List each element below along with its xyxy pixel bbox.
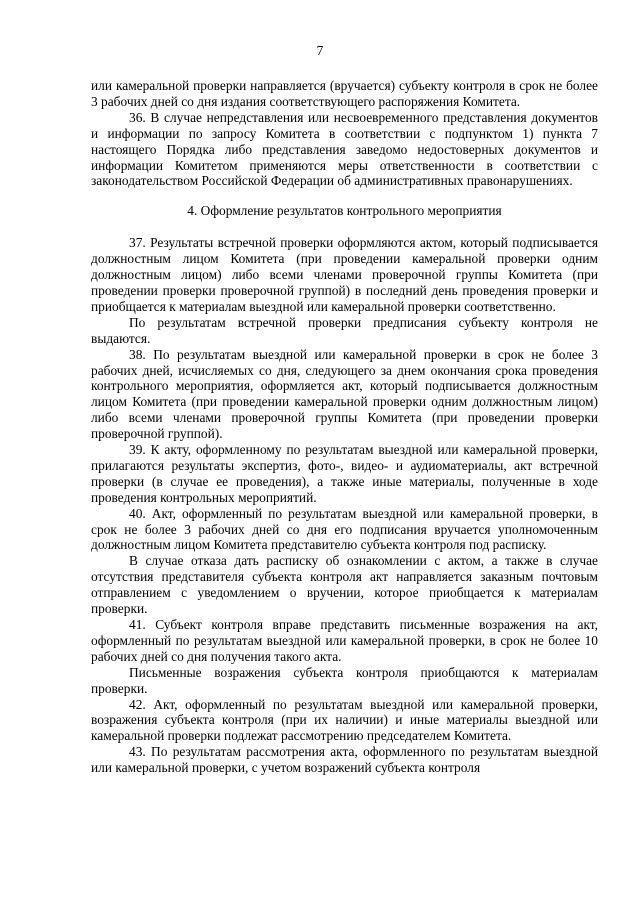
paragraph-43: 43. По результатам рассмотрения акта, оформленного по результатам выездной или камеральной проверки, с учетом возражений субъекта контроля xyxy=(91,744,598,776)
paragraph-41-addendum: Письменные возражения субъекта контроля приобщаются к материалам проверки. xyxy=(91,664,598,696)
paragraph-39: 39. К акту, оформленному по результатам выездной или камеральной проверки, прилагаются результаты экспертиз, фото-, видео- и аудиоматериалы, акт встречной проверки (в случае ее проведения), а также иные материалы, полученные в ходе проведения контрольных мероприятий. xyxy=(91,442,598,505)
section-title: 4. Оформление результатов контрольного мероприятия xyxy=(187,203,502,219)
paragraph-continuation: или камеральной проверки направляется (вручается) субъекту контроля в срок не более 3 рабочих дней со дня издания соответствующего распоряжения Комитета. xyxy=(91,78,598,109)
paragraph-37: 37. Результаты встречной проверки оформляются актом, который подписывается должностным лицом Комитета (при проведении камеральной проверки одним должностным лицом) либо всеми членами проверочной группы Комитета (при проведении проверки проверочной группой) в последний день проведения проверки и приобщается к материалам выездной или камеральной проверки соответственно. xyxy=(91,235,598,314)
paragraph-40: 40. Акт, оформленный по результатам выездной или камеральной проверки, в срок не более 3 рабочих дней со дня его подписания вручается уполномоченным должностным лицом Комитета представителю субъекта контроля под расписку. xyxy=(91,505,598,553)
paragraph-38: 38. По результатам выездной или камеральной проверки в срок не более 3 рабочих дней, исчисляемых со дня, следующего за днем окончания срока проведения контрольного мероприятия, оформляется акт, который подписывается должностным лицом Комитета (при проведении камеральной проверки одним должностным лицом) либо всеми членами проверочной группы Комитета (при проведении проверки проверочной группой). xyxy=(91,346,598,442)
paragraph-36: 36. В случае непредставления или несвоевременного представления документов и информации по запросу Комитета в соответствии с подпунктом 1) пункта 7 настоящего Порядка либо представления заведомо недостоверных документов и информации Комитетом применяются меры ответственности в соответствии с законодательством Российской Федерации об административных правонарушениях. xyxy=(91,109,598,189)
page-number: 7 xyxy=(316,43,324,58)
document-body xyxy=(91,78,598,776)
paragraph-41: 41. Субъект контроля вправе представить письменные возражения на акт, оформленный по результатам выездной или камеральной проверки, в срок не более 10 рабочих дней со дня получения такого акта. xyxy=(91,617,598,664)
paragraph-40-addendum: В случае отказа дать расписку об ознакомлении с актом, а также в случае отсутствия представителя субъекта контроля акт направляется заказным почтовым отправлением с уведомлением о вручении, которое приобщается к материалам проверки. xyxy=(91,553,598,617)
paragraph-37-addendum: По результатам встречной проверки предписания субъекту контроля не выдаются. xyxy=(91,314,598,346)
paragraph-42: 42. Акт, оформленный по результатам выездной или камеральной проверки, возражения субъекта контроля (при их наличии) и иные материалы выездной или камеральной проверки подлежат рассмотрению председателем Комитета. xyxy=(91,696,598,744)
